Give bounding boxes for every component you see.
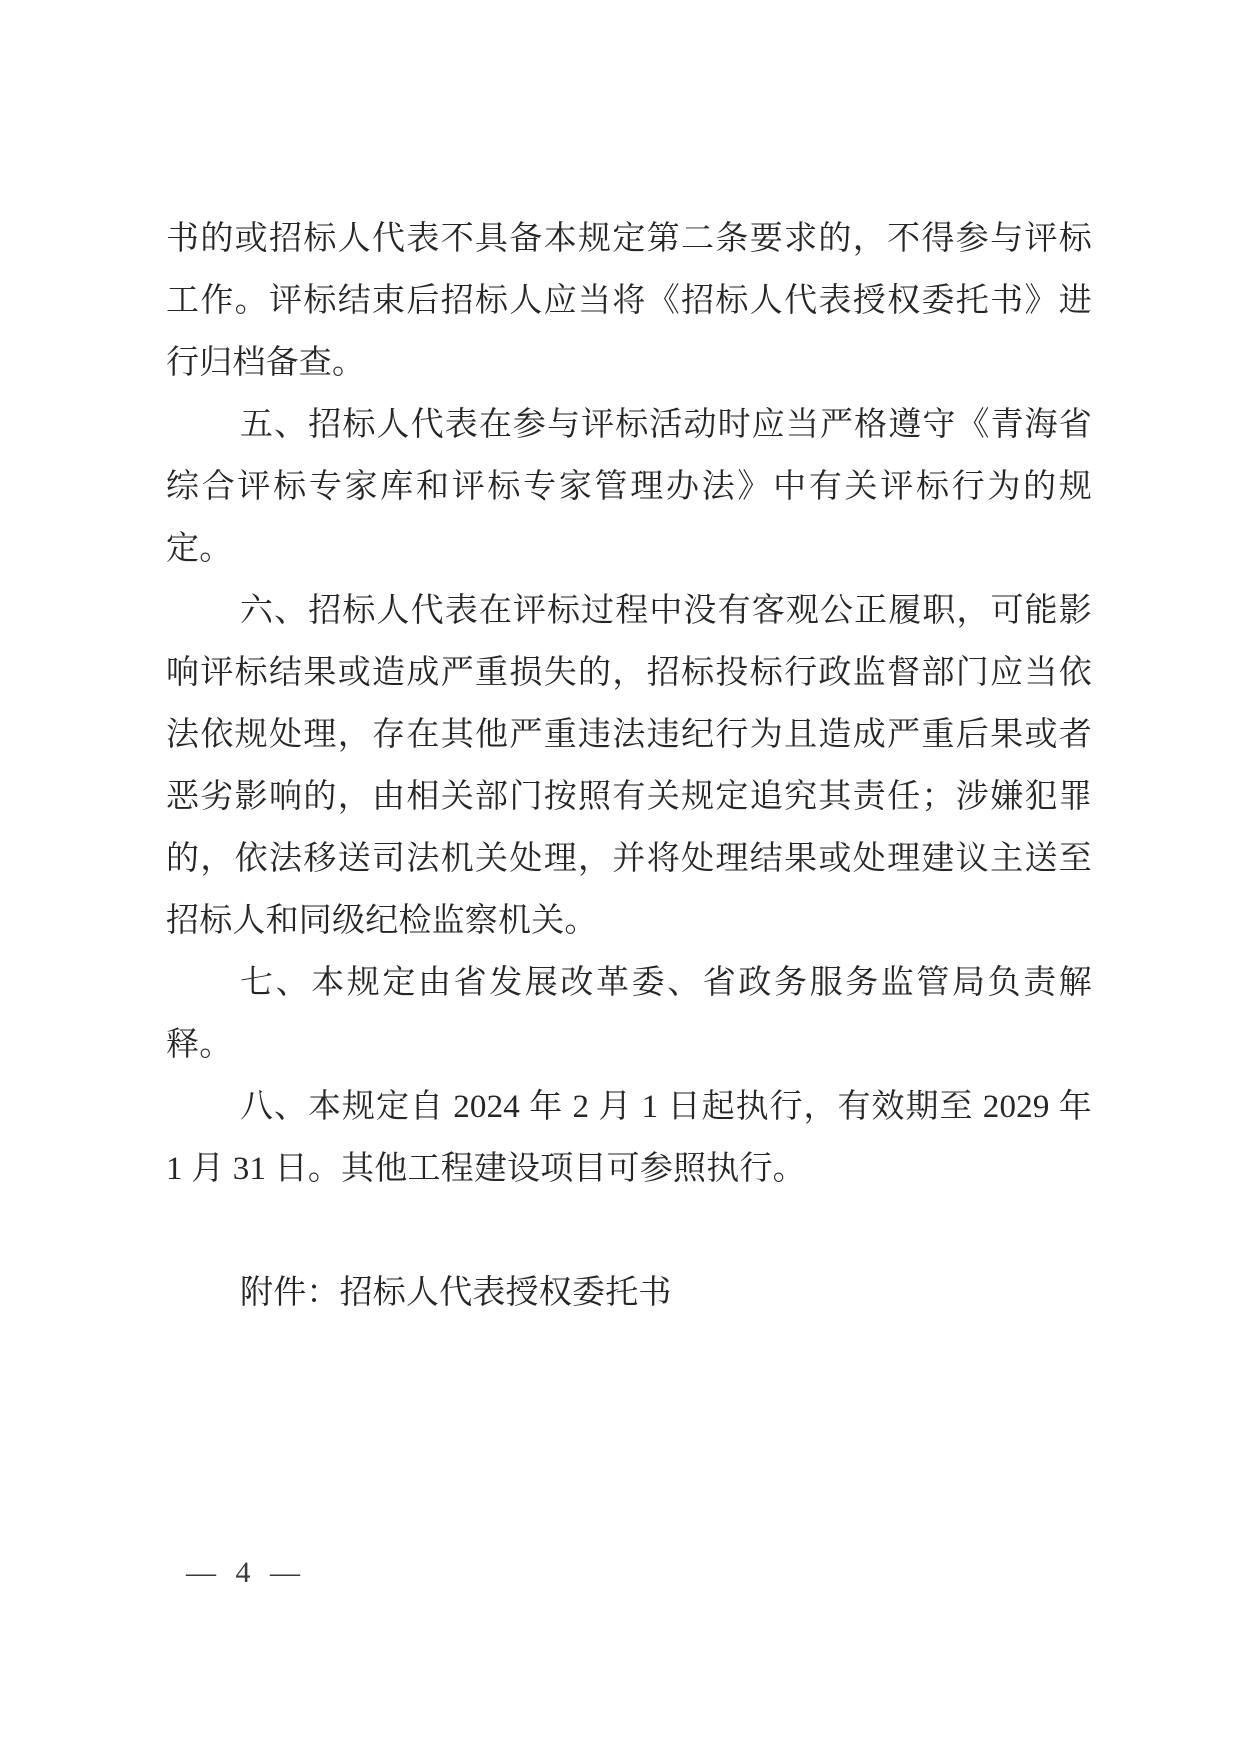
clause-six: 六、招标人代表在评标过程中没有客观公正履职，可能影响评标结果或造成严重损失的，招标投标行政监督部门应当依法依规处理，存在其他严重违法违纪行为且造成严重后果或者恶劣影响的，由相关部门按照有关规定追究其责任；涉嫌犯罪的，依法移送司法机关处理，并将处理结果或处理建议主送至招标人和同级纪检监察机关。 — [166, 593, 1092, 939]
page-number: — 4 — — [186, 1556, 306, 1589]
clause-seven: 七、本规定由省发展改革委、省政务服务监管局负责解释。 — [166, 965, 1092, 1063]
paragraph-continuation: 书的或招标人代表不具备本规定第二条要求的，不得参与评标工作。评标结束后招标人应当将《招标人代表授权委托书》进行归档备查。 — [166, 221, 1092, 381]
attachment-note: 附件：招标人代表授权委托书 — [240, 1275, 672, 1311]
document-body — [166, 208, 1092, 1324]
clause-eight: 八、本规定自 2024 年 2 月 1 日起执行，有效期至 2029 年 1 月 31 日。其他工程建设项目可参照执行。 — [166, 1089, 1092, 1187]
clause-five: 五、招标人代表在参与评标活动时应当严格遵守《青海省综合评标专家库和评标专家管理办法》中有关评标行为的规定。 — [166, 407, 1092, 567]
